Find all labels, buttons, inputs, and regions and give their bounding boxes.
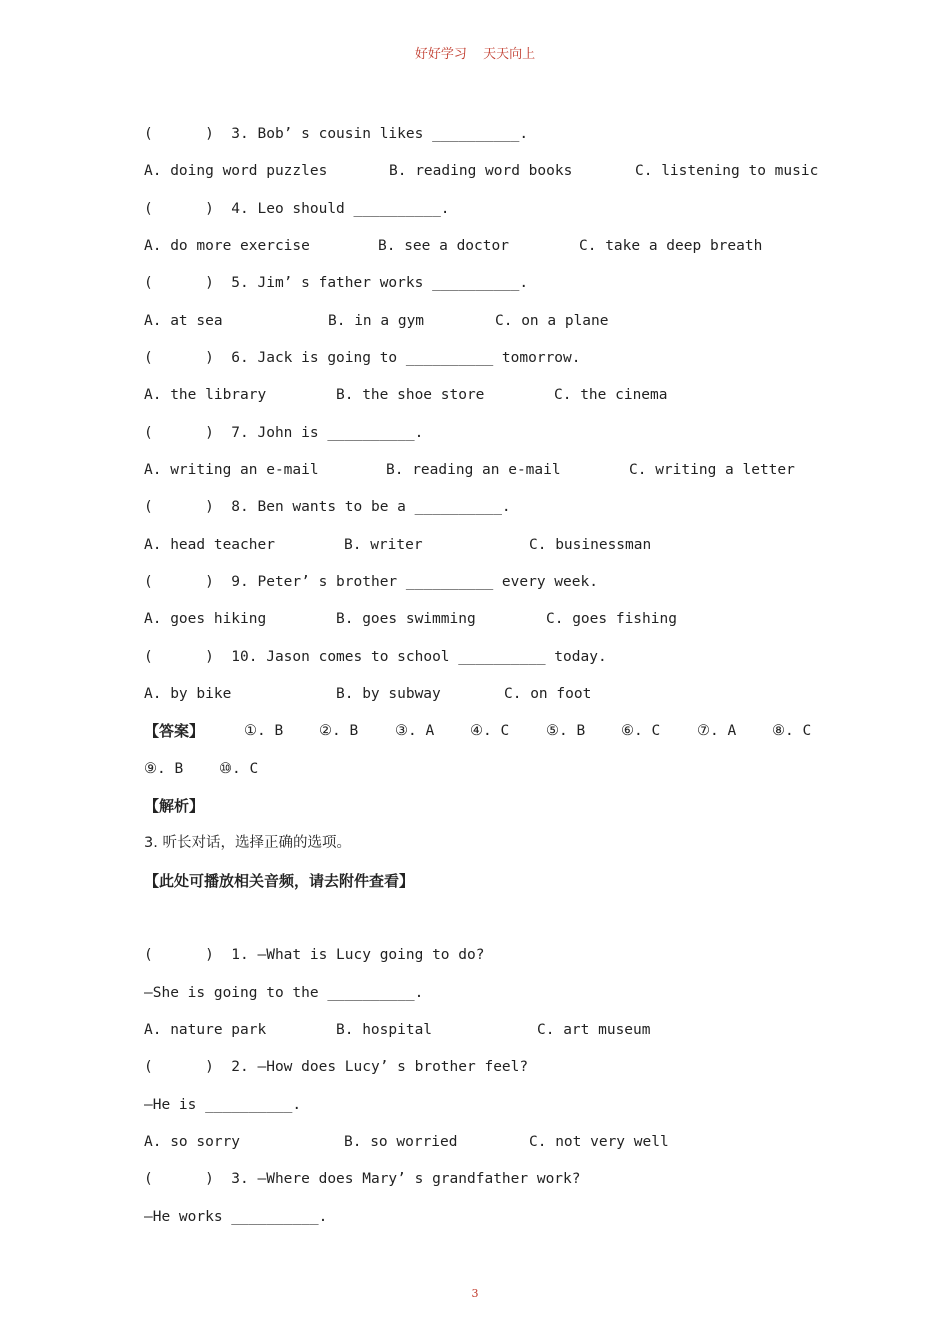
question-stem: ( ) 4. Leo should __________. (144, 201, 450, 217)
header-left-text: 好好学习 (414, 47, 467, 62)
option-b: B. hospital (336, 1022, 433, 1038)
audio-note: 【此处可播放相关音频，请去附件查看】 (144, 872, 415, 890)
answer-item: ⑧. C (772, 723, 812, 739)
analysis-label: 【解析】 (144, 797, 205, 815)
option-c: C. goes fishing (546, 611, 677, 627)
answer-item: ⑥. C (621, 723, 661, 739)
question-stem: ( ) 8. Ben wants to be a __________. (144, 499, 511, 515)
answer-item: ⑨. B (144, 761, 184, 777)
page-number: 3 (471, 1287, 479, 1300)
option-c: C. businessman (529, 537, 652, 553)
option-b: B. reading an e-mail (386, 462, 561, 478)
answer-label: 【答案】 (144, 722, 205, 740)
option-c: C. writing a letter (629, 462, 795, 478)
option-c: C. listening to music (635, 163, 819, 179)
answer-item: ⑤. B (546, 723, 586, 739)
option-b: B. reading word books (389, 163, 573, 179)
question-stem: ( ) 9. Peter’ s brother __________ every week. (144, 574, 598, 590)
option-b: B. by subway (336, 686, 441, 702)
option-c: C. on foot (504, 686, 592, 702)
question-stem: ( ) 7. John is __________. (144, 425, 424, 441)
answer-item: ②. B (319, 723, 359, 739)
option-c: C. on a plane (495, 313, 609, 329)
header-right-text: 天天向上 (483, 47, 536, 62)
option-a: A. do more exercise (144, 238, 310, 254)
option-a: A. the library (144, 387, 267, 403)
option-c: C. the cinema (554, 387, 668, 403)
question-stem: ( ) 3. —Where does Mary’ s grandfather work? (144, 1171, 581, 1187)
question-stem: ( ) 1. —What is Lucy going to do? (144, 947, 485, 963)
section-title: 3. 听长对话，选择正确的选项。 (144, 835, 351, 851)
option-c: C. take a deep breath (579, 238, 763, 254)
option-c: C. not very well (529, 1134, 669, 1150)
option-a: A. goes hiking (144, 611, 267, 627)
option-b: B. the shoe store (336, 387, 485, 403)
question-reply: —He works __________. (144, 1209, 328, 1225)
option-a: A. head teacher (144, 537, 275, 553)
answer-item: ③. A (395, 723, 435, 739)
option-c: C. art museum (537, 1022, 651, 1038)
option-b: B. see a doctor (378, 238, 509, 254)
option-a: A. so sorry (144, 1134, 241, 1150)
option-a: A. by bike (144, 686, 232, 702)
question-stem: ( ) 5. Jim’ s father works __________. (144, 275, 529, 291)
answer-item: ⑩. C (219, 761, 259, 777)
answer-item: ⑦. A (697, 723, 737, 739)
option-b: B. in a gym (328, 313, 425, 329)
option-a: A. writing an e-mail (144, 462, 319, 478)
question-stem: ( ) 2. —How does Lucy’ s brother feel? (144, 1059, 529, 1075)
option-b: B. goes swimming (336, 611, 476, 627)
option-a: A. nature park (144, 1022, 267, 1038)
page-header (0, 43, 950, 62)
question-stem: ( ) 10. Jason comes to school __________ today. (144, 649, 607, 665)
question-stem: ( ) 6. Jack is going to __________ tomorrow. (144, 350, 581, 366)
option-a: A. doing word puzzles (144, 163, 328, 179)
answer-item: ④. C (470, 723, 510, 739)
question-reply: —She is going to the __________. (144, 985, 424, 1001)
question-reply: —He is __________. (144, 1097, 302, 1113)
option-b: B. so worried (344, 1134, 458, 1150)
question-stem: ( ) 3. Bob’ s cousin likes __________. (144, 126, 529, 142)
option-b: B. writer (344, 537, 423, 553)
option-a: A. at sea (144, 313, 223, 329)
answer-item: ①. B (244, 723, 284, 739)
